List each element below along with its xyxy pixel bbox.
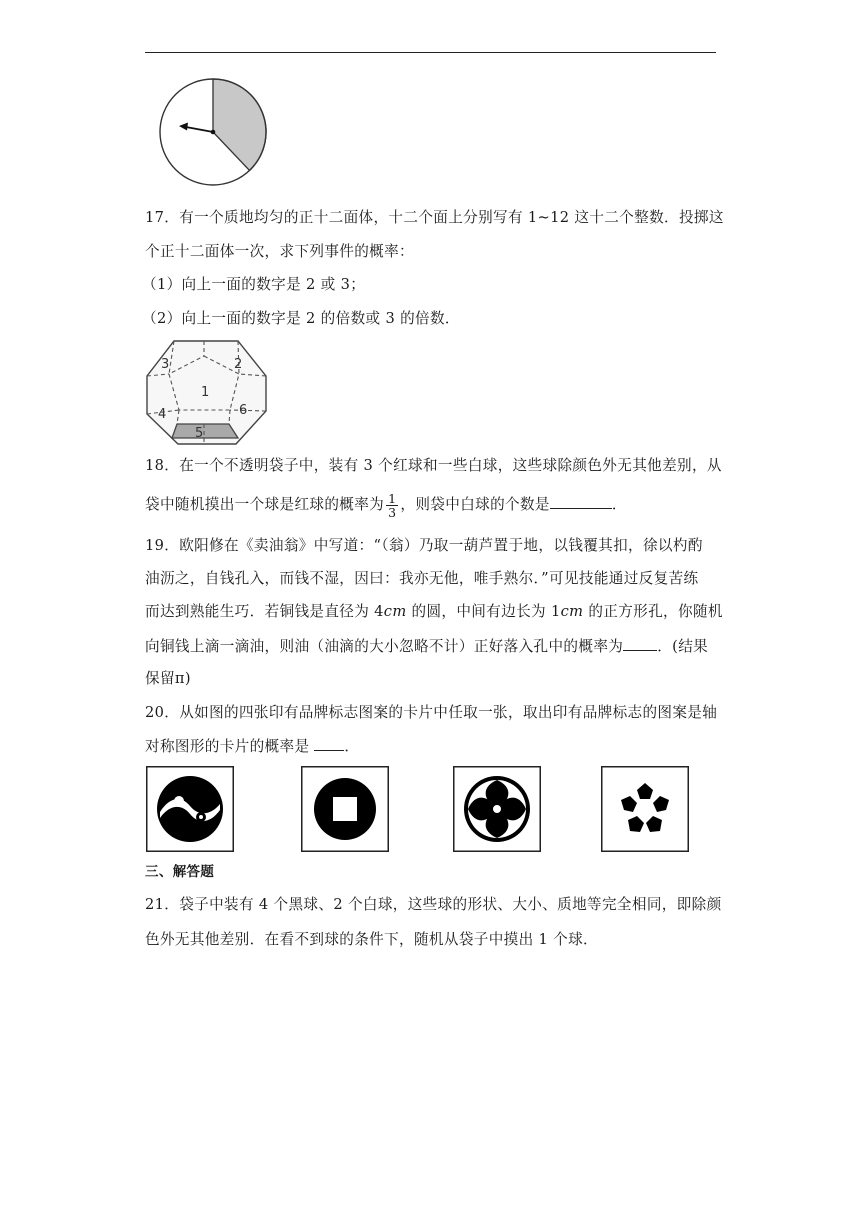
face-label-2: 2 bbox=[234, 357, 243, 372]
q19-line-3-b: 的圆，中间有边长为 1 bbox=[406, 603, 561, 620]
q19-line-4 bbox=[145, 636, 708, 657]
section-3-heading: 三、解答题 bbox=[145, 864, 215, 880]
q19-line-3-c: 的正方形孔，你随机 bbox=[583, 603, 723, 620]
face-5-shaded bbox=[172, 424, 238, 438]
spinner-pivot bbox=[211, 130, 216, 135]
q17-item-2: （2）向上一面的数字是 2 的倍数或 3 的倍数． bbox=[142, 310, 460, 327]
q20-line-2 bbox=[145, 736, 359, 757]
q18-line-2-end: ． bbox=[611, 496, 627, 513]
face-label-1: 1 bbox=[201, 385, 210, 400]
face-label-4: 4 bbox=[158, 407, 167, 422]
header-rule bbox=[145, 52, 716, 53]
spinner-figure bbox=[150, 76, 274, 192]
q20-line-2-prefix: 对称图形的卡片的概率是 bbox=[145, 738, 315, 755]
q19-unit-1: cm bbox=[383, 603, 407, 620]
dodecahedron-figure bbox=[144, 336, 272, 448]
q18-line-2 bbox=[145, 488, 627, 522]
spinner-pointer bbox=[186, 127, 213, 132]
q17-line-2: 个正十二面体一次，求下列事件的概率： bbox=[145, 243, 414, 260]
q19-line-5: 保留π) bbox=[145, 670, 191, 687]
q18-line-2-prefix: 袋中随机摸出一个球是红球的概率为 bbox=[145, 496, 385, 513]
q18-line-2-suffix: ，则袋中白球的个数是 bbox=[400, 496, 550, 513]
spinner-shaded-sector bbox=[213, 79, 266, 171]
q19-line-3-a: 而达到熟能生巧．若铜钱是直径为 4 bbox=[145, 603, 384, 620]
q21-line-2: 色外无其他差别．在看不到球的条件下，随机从袋子中摸出 1 个球． bbox=[145, 931, 598, 948]
q17-line-1: 17．有一个质地均匀的正十二面体，十二个面上分别写有 1~12 这十二个整数．投掷这 bbox=[145, 209, 724, 226]
q19-line-1: 19．欧阳修在《卖油翁》中写道：“（翁）乃取一葫芦置于地，以钱覆其扣，徐以杓酌 bbox=[145, 537, 703, 554]
probability-fraction bbox=[386, 492, 398, 519]
fraction-denominator: 3 bbox=[388, 504, 397, 520]
q20-answer-blank[interactable] bbox=[314, 736, 344, 751]
q17-item-1: （1）向上一面的数字是 2 或 3； bbox=[142, 276, 366, 293]
q19-line-4-suffix: ．(结果 bbox=[657, 638, 709, 655]
logo-card-3 bbox=[453, 766, 541, 852]
face-label-5: 5 bbox=[195, 426, 204, 441]
logo-card-2 bbox=[301, 766, 389, 852]
q19-line-3 bbox=[145, 602, 723, 622]
q20-line-1: 20．从如图的四张印有品牌标志图案的卡片中任取一张，取出印有品牌标志的图案是轴 bbox=[145, 704, 718, 721]
logo-card-1 bbox=[146, 766, 234, 852]
q19-line-4-prefix: 向铜钱上滴一滴油，则油（油滴的大小忽略不计）正好落入孔中的概率为 bbox=[145, 638, 624, 655]
q18-line-1: 18．在一个不透明袋子中，装有 3 个红球和一些白球，这些球除颜色外无其他差别，从 bbox=[145, 457, 722, 474]
q19-answer-blank[interactable] bbox=[623, 636, 657, 651]
logo-card-4 bbox=[601, 766, 689, 852]
pointer-arrowhead-icon bbox=[179, 123, 188, 131]
fraction-numerator: 1 bbox=[388, 490, 397, 506]
q18-answer-blank[interactable] bbox=[550, 494, 612, 509]
q19-unit-2: cm bbox=[560, 603, 584, 620]
q20-line-2-suffix: ． bbox=[344, 738, 360, 755]
q21-line-1: 21．袋子中装有 4 个黑球、2 个白球，这些球的形状、大小、质地等完全相同，即除颜 bbox=[145, 896, 722, 913]
q19-line-2: 油沥之，自钱孔入，而钱不湿，因曰：我亦无他，唯手熟尔．”可见技能通过反复苦练 bbox=[145, 570, 699, 587]
face-label-3: 3 bbox=[161, 357, 170, 372]
face-label-6: 6 bbox=[239, 403, 248, 418]
